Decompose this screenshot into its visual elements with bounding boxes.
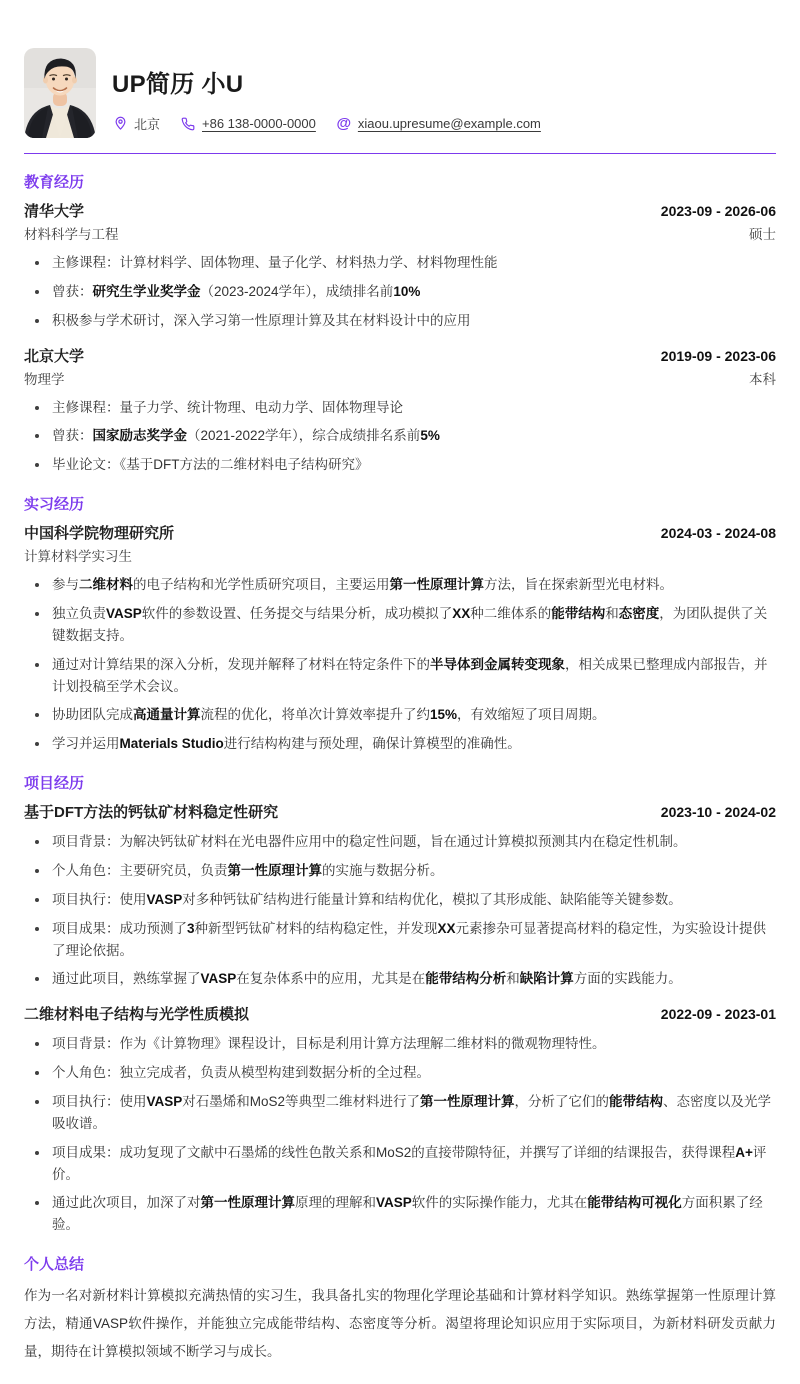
bullet-item: 毕业论文：《基于DFT方法的二维材料电子结构研究》 (24, 454, 776, 476)
section-summary (24, 1253, 776, 1366)
bullet-item: 项目背景：为解决钙钛矿材料在光电器件应用中的稳定性问题，旨在通过计算模拟预测其内在稳定性机制。 (24, 831, 776, 853)
entry (24, 801, 776, 990)
bullet-item: 个人角色：主要研究员，负责第一性原理计算的实施与数据分析。 (24, 860, 776, 882)
bullet-list (24, 831, 776, 990)
resume-header (24, 48, 776, 138)
entry-subtitle-row (24, 223, 776, 243)
avatar-illustration (24, 48, 96, 138)
bullet-item: 积极参与学术研讨，深入学习第一性原理计算及其在材料设计中的应用 (24, 310, 776, 332)
bullet-item: 项目背景：作为《计算物理》课程设计，目标是利用计算方法理解二维材料的微观物理特性。 (24, 1033, 776, 1055)
section-internship (24, 493, 776, 755)
contact-phone[interactable] (180, 116, 316, 132)
header-info (112, 48, 541, 133)
entry-header (24, 801, 776, 822)
entry-degree: 本科 (749, 371, 776, 387)
entry-date: 2024-03 - 2024-08 (660, 525, 776, 542)
at-icon: @ (336, 115, 352, 132)
entry-subtitle-row (24, 545, 776, 565)
bullet-item: 项目执行：使用VASP对多种钙钛矿结构进行能量计算和结构优化，模拟了其形成能、缺陷能等关键参数。 (24, 889, 776, 911)
entry-title: 二维材料电子结构与光学性质模拟 (24, 1006, 250, 1024)
bullet-item: 通过此项目，熟练掌握了VASP在复杂体系中的应用，尤其是在能带结构分析和缺陷计算方面的实践能力。 (24, 968, 776, 990)
bullet-list (24, 574, 776, 755)
entry-title: 基于DFT方法的钙钛矿材料稳定性研究 (24, 804, 279, 822)
bullet-item: 曾获：国家励志奖学金（2021-2022学年），综合成绩排名系前5% (24, 425, 776, 447)
phone-icon (180, 116, 196, 132)
location-pin-icon (112, 116, 128, 132)
resume-body (24, 171, 776, 1366)
bullet-item: 项目执行：使用VASP对石墨烯和MoS2等典型二维材料进行了第一性原理计算，分析了它们的能带结构、态密度以及光学吸收谱。 (24, 1091, 776, 1135)
bullet-item: 独立负责VASP软件的参数设置、任务提交与结果分析，成功模拟了XX种二维体系的能带结构和态密度，为团队提供了关键数据支持。 (24, 603, 776, 647)
bullet-item: 学习并运用Materials Studio进行结构构建与预处理，确保计算模型的准确性。 (24, 733, 776, 755)
bullet-item: 主修课程：量子力学、统计物理、电动力学、固体物理导论 (24, 397, 776, 419)
bullet-item: 项目成果：成功预测了3种新型钙钛矿材料的结构稳定性，并发现XX元素掺杂可显著提高材料的稳定性，为实验设计提供了理论依据。 (24, 918, 776, 962)
entry-title: 北京大学 (24, 347, 85, 365)
entry-title: 中国科学院物理研究所 (24, 525, 175, 543)
section-title: 项目经历 (24, 775, 85, 793)
bullet-item: 项目成果：成功复现了文献中石墨烯的线性色散关系和MoS2的直接带隙特征，并撰写了详细的结课报告，获得课程A+评价。 (24, 1142, 776, 1186)
section-projects (24, 772, 776, 1236)
bullet-item: 协助团队完成高通量计算流程的优化，将单次计算效率提升了约15%，有效缩短了项目周期。 (24, 704, 776, 726)
bullet-item: 个人角色：独立完成者，负责从模型构建到数据分析的全过程。 (24, 1062, 776, 1084)
contact-email[interactable] (336, 116, 541, 132)
avatar-photo (24, 48, 96, 138)
section-education (24, 171, 776, 476)
bullet-item: 通过对计算结果的深入分析，发现并解释了材料在特定条件下的半导体到金属转变现象，相关成果已整理成内部报告，并计划投稿至学术会议。 (24, 654, 776, 698)
bullet-list (24, 1033, 776, 1236)
person-name: UP简历 小U (112, 71, 244, 98)
entry-subtitle-row (24, 368, 776, 388)
contact-location (112, 114, 160, 133)
entry-header (24, 1003, 776, 1024)
entry (24, 1003, 776, 1236)
bullet-item: 通过此次项目，加深了对第一性原理计算原理的理解和VASP软件的实际操作能力，尤其在能带结构可视化方面积累了经验。 (24, 1192, 776, 1236)
bullet-item: 主修课程：计算材料学、固体物理、量子化学、材料热力学、材料物理性能 (24, 252, 776, 274)
entry-subtitle: 物理学 (24, 371, 65, 387)
contact-row (112, 114, 541, 133)
entry (24, 200, 776, 332)
entry-date: 2023-09 - 2026-06 (660, 203, 776, 219)
location-text: 北京 (134, 117, 161, 132)
section-title: 实习经历 (24, 496, 85, 514)
entry-subtitle: 计算材料学实习生 (24, 549, 132, 565)
header-divider (24, 153, 776, 154)
entry-title: 清华大学 (24, 203, 85, 220)
bullet-item: 曾获：研究生学业奖学金（2023-2024学年），成绩排名前10% (24, 281, 776, 303)
entry-subtitle: 材料科学与工程 (24, 227, 119, 242)
entry (24, 522, 776, 755)
entry (24, 345, 776, 477)
email-text: xiaou.upresume@example.com (357, 116, 541, 131)
bullet-list (24, 397, 776, 477)
phone-text: +86 138-0000-0000 (202, 116, 316, 131)
entry-header (24, 200, 776, 221)
entry-header (24, 522, 776, 543)
entry-degree: 硕士 (749, 227, 776, 242)
entry-date: 2023-10 - 2024-02 (660, 804, 776, 821)
bullet-list (24, 252, 776, 332)
entry-header (24, 345, 776, 366)
entry-date: 2019-09 - 2023-06 (660, 347, 776, 364)
summary-paragraph: 作为一名对新材料计算模拟充满热情的实习生，我具备扎实的物理化学理论基础和计算材料学知识。熟练掌握第一性原理计算方法，精通VASP软件操作，并能独立完成能带结构、态密度等分析。渴望将理论知识应用于实际项目，为新材料研发贡献力量，期待在计算模拟领域不断学习与成长。 (24, 1288, 776, 1360)
bullet-item: 参与二维材料的电子结构和光学性质研究项目，主要运用第一性原理计算方法，旨在探索新型光电材料。 (24, 574, 776, 596)
section-title: 教育经历 (24, 174, 85, 191)
section-title: 个人总结 (24, 1256, 85, 1274)
entry-date: 2022-09 - 2023-01 (660, 1006, 776, 1023)
